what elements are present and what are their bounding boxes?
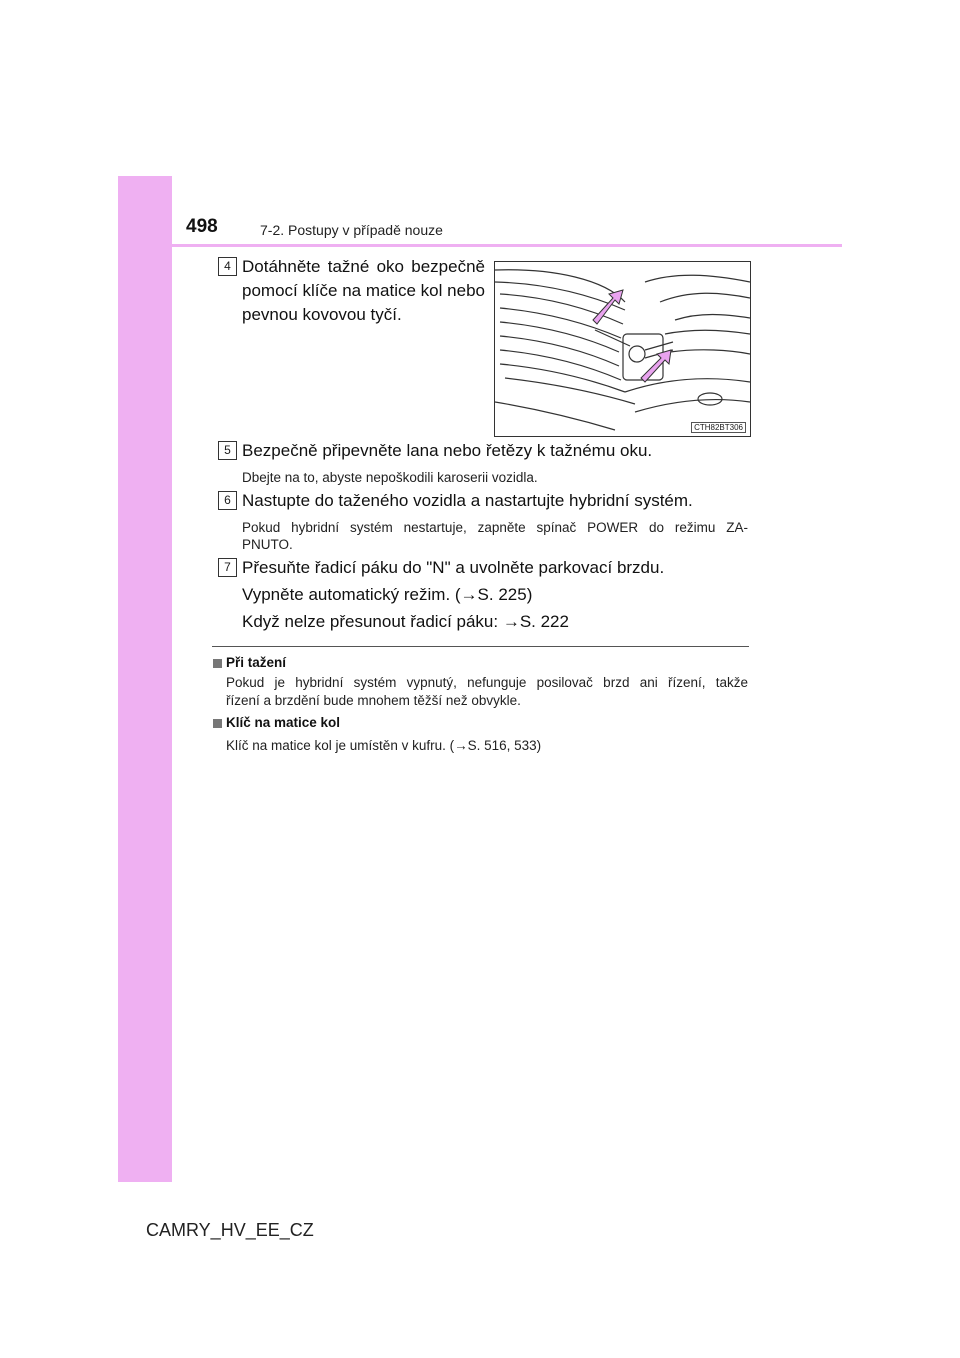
section-header: 7-2. Postupy v případě nouze: [260, 222, 443, 238]
step-number-5: 5: [218, 441, 237, 460]
step-5-note: Dbejte na to, abyste nepoškodili karoserii vozidla.: [242, 470, 538, 485]
chapter-sidebar-tab: [118, 176, 172, 1182]
step-6-note-line-2: PNUTO.: [242, 537, 293, 552]
step-7-text: Přesuňte řadicí páku do "N" a uvolněte parkovací brzdu.: [242, 558, 665, 577]
step-number-7: 7: [218, 558, 237, 577]
page-number: 498: [186, 216, 218, 237]
step-4-line-2: pomocí klíče na matice kol nebo: [242, 281, 485, 300]
figure-code: CTH82BT306: [691, 422, 746, 433]
step-number-6: 6: [218, 491, 237, 510]
note-title-wrench: Klíč na matice kol: [226, 715, 341, 730]
step-5-text: Bezpečně připevněte lana nebo řetězy k tažnému oku.: [242, 441, 653, 460]
bullet-square-icon: [213, 659, 222, 668]
step-number-4: 4: [218, 257, 237, 276]
step-6-note-line-1: Pokud hybridní systém nestartuje, zapněte spínač POWER do režimu ZA-: [242, 520, 748, 535]
tow-eye-grille-illustration: [495, 262, 750, 436]
step-7-line-2: Vypněte automatický režim. (→S. 225): [242, 585, 533, 604]
step-4-line-3: pevnou kovovou tyčí.: [242, 305, 402, 324]
section-divider: [212, 646, 749, 647]
note-wrench-line-1: Klíč na matice kol je umístěn v kufru. (→S. 516, 533): [226, 738, 542, 753]
note-towing-line-2: řízení a brzdění bude mnohem těžší než obvykle.: [226, 693, 521, 708]
tow-eye-figure: [494, 261, 751, 437]
step-4-line-1: Dotáhněte tažné oko bezpečně: [242, 257, 485, 276]
document-code: CAMRY_HV_EE_CZ: [146, 1220, 314, 1240]
header-rule: [118, 244, 842, 247]
step-6-text: Nastupte do taženého vozidla a nastartujte hybridní systém.: [242, 491, 693, 510]
bullet-square-icon: [213, 719, 222, 728]
note-towing-line-1: Pokud je hybridní systém vypnutý, nefunguje posilovač brzd ani řízení, takže: [226, 675, 748, 690]
note-title-towing: Při tažení: [226, 655, 287, 670]
step-7-line-3: Když nelze přesunout řadicí páku: →S. 222: [242, 612, 569, 631]
